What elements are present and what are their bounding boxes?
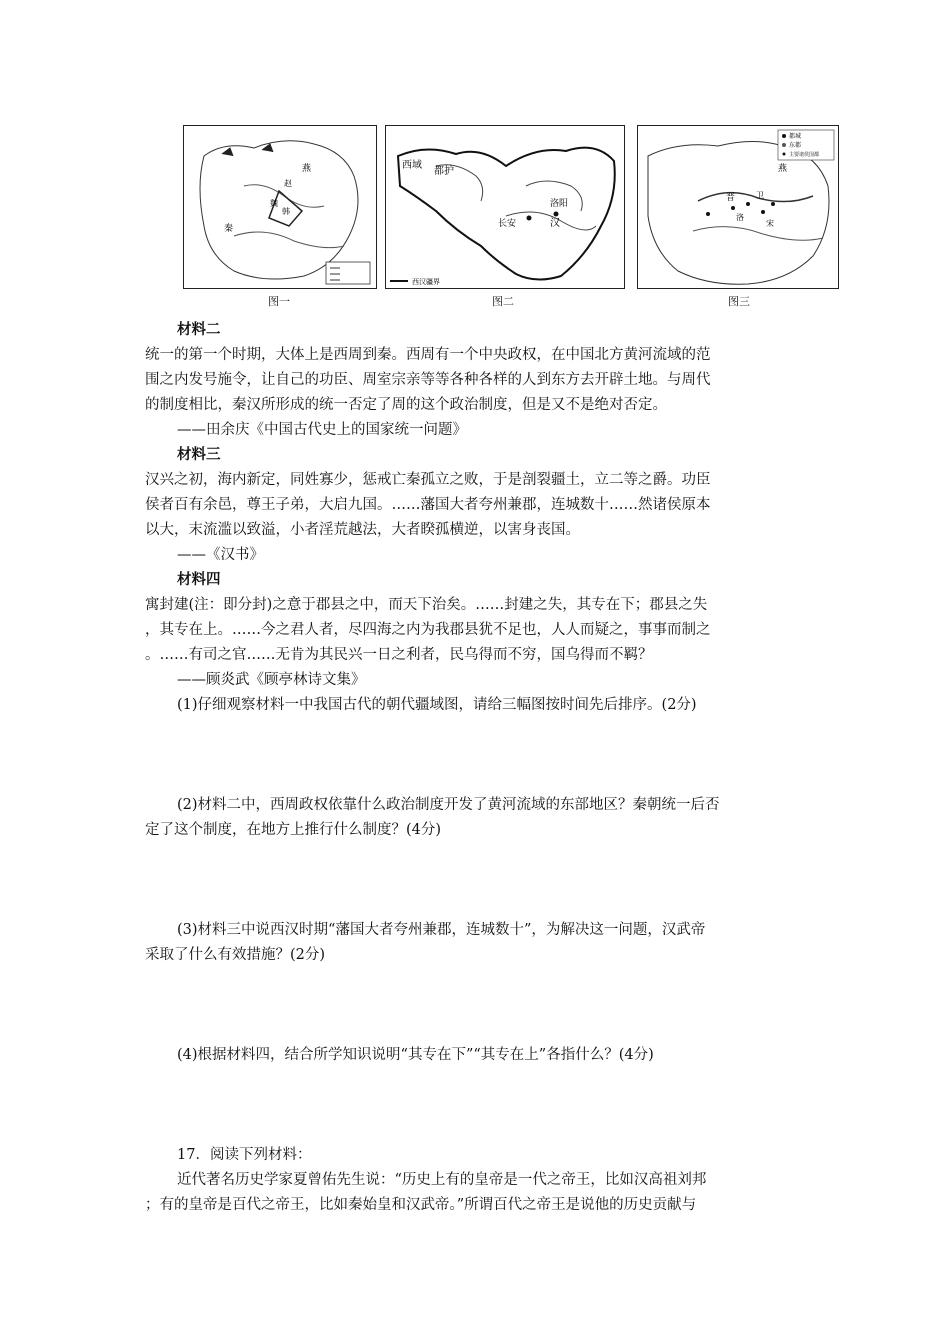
- question-3-cont: 采取了什么有效措施？(2分): [145, 947, 326, 963]
- material2-line: 围之内发号施令，让自己的功臣、周室宗亲等等各种各样的人到东方去开辟土地。与周代: [145, 372, 711, 388]
- material2-title: 材料二: [177, 321, 221, 338]
- map3-label-jin: 晋: [726, 193, 736, 203]
- material4-title: 材料四: [177, 571, 221, 588]
- material3-line: 侯者百有余邑，尊王子弟，大启九国。……藩国大者夸州兼郡，连城数十……然诸侯原本: [145, 497, 711, 513]
- map-caption-3: 图三: [728, 295, 750, 308]
- question-2-cont: 定了这个制度，在地方上推行什么制度？(4分): [145, 822, 442, 838]
- material4-source: ——顾炎武《顾亭林诗文集》: [177, 672, 366, 688]
- map1-label-yan: 燕: [302, 164, 312, 174]
- map3-label-luo: 洛: [736, 213, 744, 222]
- map-2-drawing: [386, 126, 624, 288]
- map-caption-1: 图一: [268, 295, 290, 308]
- map3-legend-east-capital: 东都: [789, 142, 802, 149]
- map1-label-qin: 秦: [224, 224, 234, 234]
- map-3-drawing: [638, 126, 838, 288]
- map-figure-3: [637, 125, 839, 289]
- map-1-drawing: [184, 126, 376, 288]
- material2-line: 统一的第一个时期，大体上是西周到秦。西周有一个中央政权，在中国北方黄河流域的范: [145, 347, 711, 363]
- maps-figure: [183, 125, 843, 310]
- map2-label-duhu: 都护: [434, 166, 454, 177]
- question-17-line: 近代著名历史学家夏曾佑先生说：“历史上有的皇帝是一代之帝王，比如汉高祖刘邦: [177, 1172, 707, 1188]
- map3-label-yan: 燕: [778, 164, 788, 174]
- map-caption-2: 图二: [492, 295, 514, 308]
- question-3: (3)材料三中说西汉时期“藩国大者夸州兼郡，连城数十”，为解决这一问题，汉武帝: [177, 922, 706, 938]
- map3-label-song: 宋: [766, 219, 774, 228]
- map1-label-wei: 魏: [270, 199, 278, 208]
- material3-line: 以大，末流滥以致溢，小者淫荒越法，大者睽孤横逆，以害身丧国。: [145, 522, 580, 538]
- question-17-line: ；有的皇帝是百代之帝王，比如秦始皇和汉武帝。”所谓百代之帝王是说他的历史贡献与: [145, 1197, 697, 1213]
- map1-label-zhao: 赵: [284, 179, 292, 188]
- question-4: (4)根据材料四，结合所学知识说明“其专在下”“其专在上”各指什么？(4分): [177, 1047, 654, 1063]
- material3-title: 材料三: [177, 446, 221, 463]
- map1-label-han: 韩: [282, 207, 290, 216]
- question-1: (1)仔细观察材料一中我国古代的朝代疆域图，请给三幅图按时间先后排序。(2分): [177, 697, 697, 713]
- map3-legend-vassal: 主要诸侯国都: [789, 152, 820, 158]
- map3-label-wei: 卫: [756, 191, 764, 200]
- question-2: (2)材料二中，西周政权依靠什么政治制度开发了黄河流域的东部地区？秦朝统一后否: [177, 797, 720, 813]
- map-figure-1: [183, 125, 377, 289]
- map2-label-xiyu: 西域: [402, 160, 422, 171]
- map3-legend-capital: 都城: [789, 133, 802, 140]
- material4-line: ，其专在上。……今之君人者，尽四海之内为我郡县犹不足也，人人而疑之，事事而制之: [145, 622, 711, 638]
- material3-line: 汉兴之初，海内新定，同姓寡少，惩戒亡秦孤立之败，于是剖裂疆土，立二等之爵。功臣: [145, 472, 711, 488]
- material2-source: ——田余庆《中国古代史上的国家统一问题》: [177, 422, 467, 438]
- map2-label-han: 汉: [550, 218, 560, 229]
- map2-label-luoyang: 洛阳: [550, 199, 569, 209]
- material3-source: ——《汉书》: [177, 547, 264, 563]
- question-17-header: 17．阅读下列材料：: [177, 1147, 312, 1163]
- map2-legend: 西汉疆界: [412, 278, 440, 286]
- material4-line: 寓封建(注：即分封)之意于郡县之中，而天下治矣。……封建之失，其专在下；郡县之失: [145, 597, 708, 613]
- material2-line: 的制度相比，秦汉所形成的统一否定了周的这个政治制度，但是又不是绝对否定。: [145, 397, 667, 413]
- material4-line: 。……有司之官……无肯为其民兴一日之利者，民乌得而不穷，国乌得而不羁？: [145, 647, 653, 663]
- map-figure-2: [385, 125, 625, 289]
- map2-label-changan: 长安: [498, 219, 517, 229]
